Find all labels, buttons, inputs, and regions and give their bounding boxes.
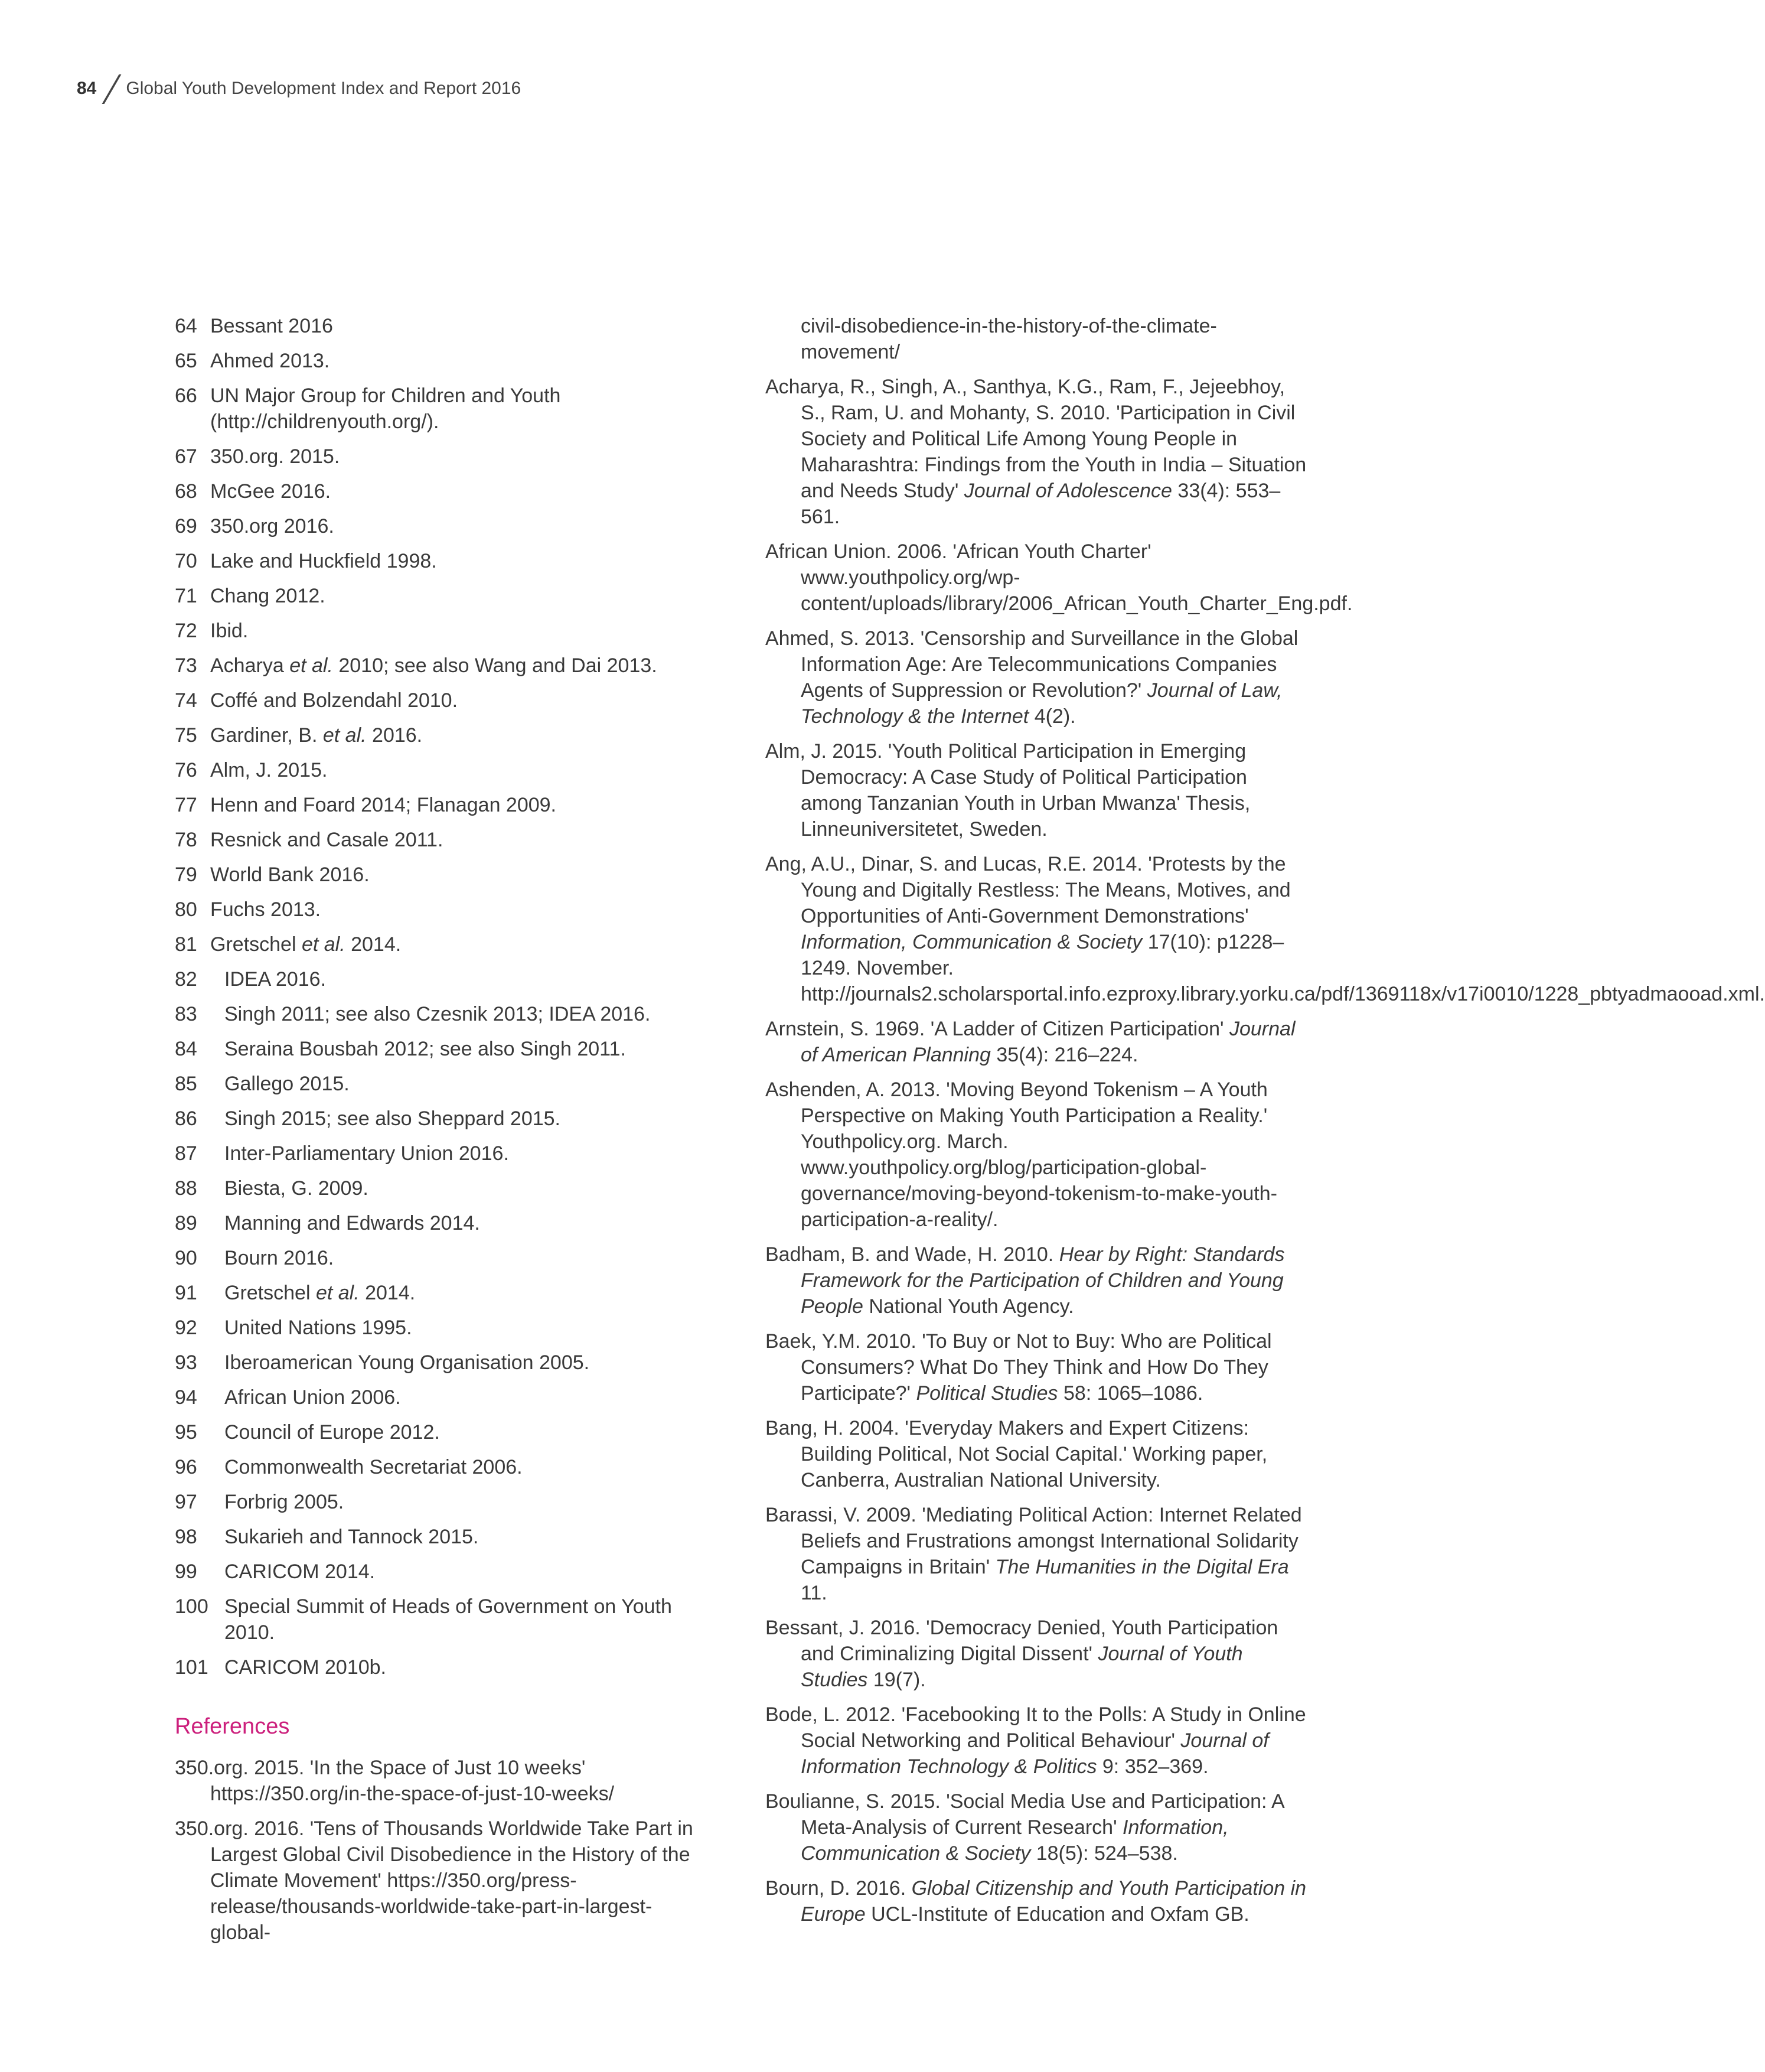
endnote-text-plain: 350.org. 2015. xyxy=(210,445,340,468)
reference-text: Bessant, J. 2016. 'Democracy Denied, Youth Participation and Criminalizing Digital Dissent' xyxy=(765,1617,1278,1665)
endnote-text-plain: Chang 2012. xyxy=(210,585,325,607)
endnote-text-italic: et al. xyxy=(301,933,345,956)
endnote-item xyxy=(175,618,700,644)
endnote-number: 96 xyxy=(175,1456,197,1478)
endnote-text xyxy=(224,1350,589,1376)
endnote-text xyxy=(224,1594,700,1646)
endnote-text-start: Gardiner, B. xyxy=(210,724,323,747)
reference-publication: Information, Communication & Society xyxy=(801,931,1143,953)
reference-text: Ahmed, S. 2013. 'Censorship and Surveillance in the Global Information Age: Are Telecommunications Companies Agents of Suppression or Revolution?' xyxy=(765,627,1299,702)
endnote-text-plain: Henn and Foard 2014; Flanagan 2009. xyxy=(210,794,557,816)
endnote-number: 67 xyxy=(175,445,197,468)
endnote-text xyxy=(210,757,327,783)
endnote-text-plain: Inter-Parliamentary Union 2016. xyxy=(224,1142,509,1165)
endnote-number: 78 xyxy=(175,829,197,851)
reference-details: 11. xyxy=(801,1582,827,1604)
reference-publication: Information, Communication & Society xyxy=(801,1816,1229,1865)
endnote-item xyxy=(175,444,700,470)
reference-text: Ashenden, A. 2013. 'Moving Beyond Tokenism – A Youth Perspective on Making Youth Participation a Reality.' Youthpolicy.org. March. www.youthpolicy.org/blog/participation-global-governance/moving-beyond-tokenism-to-make-youth-participation-a-reality/. xyxy=(765,1079,1277,1231)
endnote-number: 86 xyxy=(175,1107,197,1130)
endnote-item xyxy=(175,1175,700,1201)
endnote-number: 65 xyxy=(175,350,197,372)
endnote-item xyxy=(175,1071,700,1097)
reference-text: 350.org. 2016. 'Tens of Thousands Worldwide Take Part in Largest Global Civil Disobedience in the History of the Climate Movement' https://350.org/press-release/thousands-worldwide-take-part-in-largest-global- xyxy=(175,1817,693,1944)
reference-publication: Journal of Information Technology & Politics xyxy=(801,1729,1269,1778)
endnote-number: 83 xyxy=(175,1003,197,1025)
endnote-number: 91 xyxy=(175,1282,197,1304)
references-list-left xyxy=(175,1755,700,1946)
endnote-text xyxy=(224,1489,344,1515)
endnote-text-end: 2016. xyxy=(366,724,423,747)
reference-item xyxy=(765,1615,1311,1693)
reference-publication: Journal of American Planning xyxy=(801,1018,1296,1066)
endnote-number: 84 xyxy=(175,1038,197,1060)
endnote-text-plain: United Nations 1995. xyxy=(224,1317,412,1339)
endnote-text-plain: Coffé and Bolzendahl 2010. xyxy=(210,689,458,712)
reference-details: 33(4): 553–561. xyxy=(801,480,1281,528)
endnote-text-plain: Ahmed 2013. xyxy=(210,350,330,372)
endnote-number: 99 xyxy=(175,1560,197,1583)
endnote-number: 88 xyxy=(175,1177,197,1200)
endnote-text-plain: Ibid. xyxy=(210,620,249,642)
endnote-item xyxy=(175,722,700,748)
endnote-text-italic: et al. xyxy=(315,1282,360,1304)
reference-item xyxy=(765,1502,1311,1606)
left-column xyxy=(175,313,700,1954)
endnote-text xyxy=(210,688,458,714)
reference-text: Barassi, V. 2009. 'Mediating Political Action: Internet Related Beliefs and Frustrations amongst International Solidarity Campaigns in Britain' xyxy=(765,1504,1302,1578)
endnote-text xyxy=(224,1454,523,1480)
reference-text: Alm, J. 2015. 'Youth Political Participation in Emerging Democracy: A Case Study of Political Participation among Tanzanian Youth in Urban Mwanza' Thesis, Linneuniversitetet, Sweden. xyxy=(765,740,1251,840)
reference-details: UCL-Institute of Education and Oxfam GB. xyxy=(865,1903,1249,1926)
endnote-text-plain: Council of Europe 2012. xyxy=(224,1421,440,1444)
endnote-text-plain: Fuchs 2013. xyxy=(210,898,321,921)
reference-publication: Global Citizenship and Youth Participation in Europe xyxy=(801,1877,1307,1926)
endnote-text xyxy=(210,383,700,435)
reference-item xyxy=(175,1755,700,1807)
endnote-text xyxy=(210,931,401,957)
endnote-item xyxy=(175,1524,700,1550)
endnote-number: 80 xyxy=(175,898,197,921)
endnote-text-italic: et al. xyxy=(322,724,367,747)
endnote-text xyxy=(224,1001,650,1027)
endnote-text xyxy=(210,618,248,644)
endnote-text xyxy=(224,1280,415,1306)
endnote-text xyxy=(224,1245,334,1271)
endnote-text xyxy=(210,478,331,504)
endnote-text xyxy=(210,583,325,609)
endnote-item xyxy=(175,1559,700,1585)
references-list-right xyxy=(765,374,1765,1927)
endnote-text-plain: Resnick and Casale 2011. xyxy=(210,829,443,851)
endnote-number: 97 xyxy=(175,1491,197,1513)
reference-text: Bourn, D. 2016. xyxy=(765,1877,912,1900)
endnote-text xyxy=(224,1175,368,1201)
reference-item xyxy=(765,539,1353,617)
endnote-text xyxy=(210,653,657,679)
endnote-text xyxy=(210,862,370,888)
endnote-text-start: Gretschel xyxy=(210,933,302,956)
endnote-text-start: Acharya xyxy=(210,654,290,677)
reference-publication: Journal of Adolescence xyxy=(964,480,1172,502)
reference-item xyxy=(175,1816,700,1946)
endnote-item xyxy=(175,1489,700,1515)
endnote-item xyxy=(175,1384,700,1410)
endnote-text-plain: Lake and Huckfield 1998. xyxy=(210,550,437,572)
endnote-text xyxy=(210,313,333,339)
endnote-item xyxy=(175,1106,700,1132)
endnote-number: 68 xyxy=(175,480,197,503)
endnote-item xyxy=(175,1001,700,1027)
endnote-item xyxy=(175,931,700,957)
endnote-text-plain: Iberoamerican Young Organisation 2005. xyxy=(224,1351,590,1374)
endnote-text-plain: UN Major Group for Children and Youth (http://childrenyouth.org/). xyxy=(210,385,561,433)
endnote-number: 75 xyxy=(175,724,197,747)
endnote-text xyxy=(224,1071,350,1097)
reference-details: 58: 1065–1086. xyxy=(1058,1382,1203,1405)
endnote-text-plain: McGee 2016. xyxy=(210,480,331,503)
reference-item xyxy=(765,1415,1311,1493)
endnote-text xyxy=(224,1384,401,1410)
endnote-item xyxy=(175,1419,700,1445)
endnote-text xyxy=(224,966,326,992)
endnote-text xyxy=(224,1036,626,1062)
endnote-text-start: Gretschel xyxy=(224,1282,316,1304)
reference-item xyxy=(765,1788,1311,1866)
endnote-text xyxy=(210,548,437,574)
endnote-item xyxy=(175,792,700,818)
endnote-item xyxy=(175,1245,700,1271)
reference-item xyxy=(765,851,1765,1007)
reference-details: 9: 352–369. xyxy=(1097,1755,1209,1778)
endnote-item xyxy=(175,583,700,609)
endnote-item xyxy=(175,1210,700,1236)
endnote-text-plain: CARICOM 2010b. xyxy=(224,1656,386,1679)
right-column xyxy=(765,313,1765,1936)
reference-item xyxy=(765,1328,1311,1406)
reference-item xyxy=(765,374,1311,530)
endnote-item xyxy=(175,1141,700,1167)
endnote-item xyxy=(175,1280,700,1306)
endnote-text-plain: African Union 2006. xyxy=(224,1386,401,1409)
reference-details: 35(4): 216–224. xyxy=(990,1044,1138,1066)
endnote-number: 85 xyxy=(175,1073,197,1095)
endnote-text-plain: IDEA 2016. xyxy=(224,968,327,991)
endnote-number: 71 xyxy=(175,585,197,607)
endnote-number: 70 xyxy=(175,550,197,572)
running-header xyxy=(77,72,521,105)
endnote-item xyxy=(175,966,700,992)
reference-text: Ang, A.U., Dinar, S. and Lucas, R.E. 2014. 'Protests by the Young and Digitally Restless: The Means, Motives, and Opportunities of Anti-Government Demonstrations' xyxy=(765,853,1291,927)
endnote-number: 77 xyxy=(175,794,197,816)
reference-publication: The Humanities in the Digital Era xyxy=(995,1556,1289,1578)
endnote-text-plain: 350.org 2016. xyxy=(210,515,334,537)
endnote-text-plain: Gallego 2015. xyxy=(224,1073,350,1095)
endnote-text xyxy=(224,1106,560,1132)
endnote-text xyxy=(210,722,422,748)
endnote-text xyxy=(224,1315,412,1341)
endnote-number: 101 xyxy=(175,1656,208,1679)
reference-text: Badham, B. and Wade, H. 2010. xyxy=(765,1243,1059,1266)
endnote-number: 92 xyxy=(175,1317,197,1339)
references-heading: References xyxy=(175,1714,290,1739)
endnote-item xyxy=(175,688,700,714)
endnote-text-plain: CARICOM 2014. xyxy=(224,1560,376,1583)
endnote-text-plain: Alm, J. 2015. xyxy=(210,759,328,781)
endnote-item xyxy=(175,383,700,435)
endnote-number: 87 xyxy=(175,1142,197,1165)
endnote-number: 82 xyxy=(175,968,197,991)
endnote-item xyxy=(175,513,700,539)
reference-item xyxy=(765,1077,1311,1233)
endnote-text-plain: Singh 2011; see also Czesnik 2013; IDEA 2016. xyxy=(224,1003,651,1025)
endnote-text-plain: Singh 2015; see also Sheppard 2015. xyxy=(224,1107,561,1130)
reference-item xyxy=(765,1875,1311,1927)
endnote-item xyxy=(175,1350,700,1376)
endnote-item xyxy=(175,1315,700,1341)
reference-publication: Journal of Law, Technology & the Internet xyxy=(801,679,1283,728)
reference-item xyxy=(765,1702,1311,1780)
reference-item xyxy=(765,1016,1311,1068)
endnote-number: 95 xyxy=(175,1421,197,1444)
reference-item xyxy=(765,738,1311,842)
endnote-text xyxy=(224,1524,478,1550)
endnote-number: 90 xyxy=(175,1247,197,1269)
reference-text: African Union. 2006. 'African Youth Charter' www.youthpolicy.org/wp-content/uploads/library/2006_African_Youth_Charter_Eng.pdf. xyxy=(765,540,1353,615)
endnote-text-plain: Biesta, G. 2009. xyxy=(224,1177,368,1200)
endnote-text-plain: Bourn 2016. xyxy=(224,1247,334,1269)
endnote-text xyxy=(224,1654,386,1680)
endnote-item xyxy=(175,1454,700,1480)
endnote-item xyxy=(175,1036,700,1062)
endnote-item xyxy=(175,1594,700,1646)
endnote-item xyxy=(175,862,700,888)
endnote-text xyxy=(210,444,340,470)
endnote-text xyxy=(210,513,334,539)
endnote-number: 76 xyxy=(175,759,197,781)
reference-text: Arnstein, S. 1969. 'A Ladder of Citizen Participation' xyxy=(765,1018,1229,1040)
running-title: Global Youth Development Index and Report 2016 xyxy=(126,79,521,98)
endnotes-list xyxy=(175,313,700,1680)
endnote-text-plain: Manning and Edwards 2014. xyxy=(224,1212,480,1234)
endnote-text xyxy=(210,827,443,853)
reference-details: National Youth Agency. xyxy=(863,1295,1074,1318)
reference-text: Acharya, R., Singh, A., Santhya, K.G., Ram, F., Jejeebhoy, S., Ram, U. and Mohanty, S. 2010. 'Participation in Civil Society and Political Life Among Young People in Maharashtra: Findings from the Youth in India – Situation and Needs Study' xyxy=(765,376,1307,502)
endnote-item xyxy=(175,827,700,853)
endnote-number: 89 xyxy=(175,1212,197,1234)
endnote-item xyxy=(175,897,700,923)
endnote-item xyxy=(175,653,700,679)
endnote-text-end: 2014. xyxy=(345,933,402,956)
reference-publication: Political Studies xyxy=(916,1382,1058,1405)
endnote-text-plain: Sukarieh and Tannock 2015. xyxy=(224,1526,479,1548)
reference-text: Baek, Y.M. 2010. 'To Buy or Not to Buy: Who are Political Consumers? What Do They Think and How Do They Participate?' xyxy=(765,1330,1272,1405)
endnote-number: 69 xyxy=(175,515,197,537)
endnote-item xyxy=(175,1654,700,1680)
reference-text: Bode, L. 2012. 'Facebooking It to the Polls: A Study in Online Social Networking and Political Behaviour' xyxy=(765,1703,1306,1752)
endnote-text-plain: Commonwealth Secretariat 2006. xyxy=(224,1456,523,1478)
header-separator xyxy=(102,74,122,104)
endnote-item xyxy=(175,348,700,374)
reference-text: Bang, H. 2004. 'Everyday Makers and Expert Citizens: Building Political, Not Social Capital.' Working paper, Canberra, Australian National University. xyxy=(765,1417,1268,1491)
endnote-text-plain: Seraina Bousbah 2012; see also Singh 2011. xyxy=(224,1038,626,1060)
endnote-text-plain: World Bank 2016. xyxy=(210,864,370,886)
endnote-number: 72 xyxy=(175,620,197,642)
endnote-text xyxy=(210,897,321,923)
endnote-item xyxy=(175,548,700,574)
endnote-number: 81 xyxy=(175,933,197,956)
reference-details: 4(2). xyxy=(1029,705,1076,728)
endnote-item xyxy=(175,478,700,504)
endnote-number: 100 xyxy=(175,1595,208,1618)
endnote-item xyxy=(175,313,700,339)
reference-details: 19(7). xyxy=(867,1669,926,1691)
endnote-text xyxy=(210,348,329,374)
endnote-number: 93 xyxy=(175,1351,197,1374)
endnote-text xyxy=(210,792,556,818)
endnote-text xyxy=(224,1419,440,1445)
endnote-text-end: 2010; see also Wang and Dai 2013. xyxy=(332,654,657,677)
endnote-text-plain: Bessant 2016 xyxy=(210,315,333,337)
endnote-text-end: 2014. xyxy=(359,1282,416,1304)
endnote-number: 73 xyxy=(175,654,197,677)
reference-item xyxy=(765,625,1311,729)
endnote-text xyxy=(224,1141,509,1167)
endnote-number: 79 xyxy=(175,864,197,886)
reference-details: 17(10): p1228–1249. November. http://journals2.scholarsportal.info.ezproxy.library.yorku.ca/pdf/1369118x/v17i0010/1228_pbtyadmaooad.xml. xyxy=(801,931,1765,1005)
endnote-text xyxy=(224,1559,375,1585)
endnote-text xyxy=(224,1210,480,1236)
endnote-number: 74 xyxy=(175,689,197,712)
endnote-number: 64 xyxy=(175,315,197,337)
endnote-text-italic: et al. xyxy=(289,654,333,677)
endnote-number: 98 xyxy=(175,1526,197,1548)
reference-continuation: civil-disobedience-in-the-history-of-the-climate-movement/ xyxy=(801,315,1217,363)
reference-item xyxy=(765,1242,1311,1320)
endnote-number: 66 xyxy=(175,385,197,407)
reference-details: 18(5): 524–538. xyxy=(1030,1842,1178,1865)
reference-publication: Journal of Youth Studies xyxy=(801,1643,1243,1691)
page-number: 84 xyxy=(77,79,97,98)
endnote-text-plain: Forbrig 2005. xyxy=(224,1491,344,1513)
endnote-number: 94 xyxy=(175,1386,197,1409)
reference-text: 350.org. 2015. 'In the Space of Just 10 weeks' https://350.org/in-the-space-of-just-10-weeks/ xyxy=(175,1757,615,1805)
reference-publication: Hear by Right: Standards Framework for the Participation of Children and Young People xyxy=(801,1243,1285,1318)
endnote-item xyxy=(175,757,700,783)
endnote-text-plain: Special Summit of Heads of Government on Youth 2010. xyxy=(224,1595,672,1644)
reference-text: Boulianne, S. 2015. 'Social Media Use and Participation: A Meta-Analysis of Current Research' xyxy=(765,1790,1284,1839)
